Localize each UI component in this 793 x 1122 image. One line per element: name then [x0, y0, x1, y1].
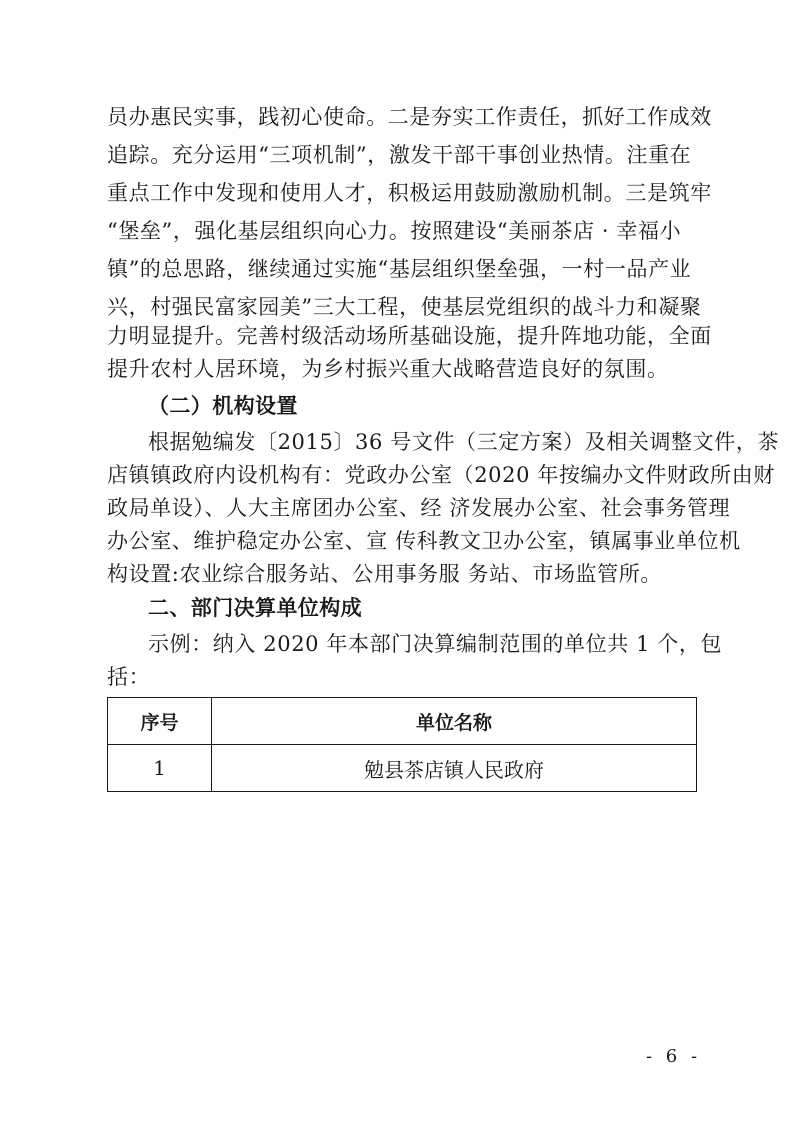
- body-text-line: 根据勉编发〔2015〕36 号文件（三定方案）及相关调整文件，茶: [148, 430, 780, 454]
- table-header-row: [108, 698, 697, 745]
- body-text-line: 提升农村人居环境，为乡村振兴重大战略营造良好的氛围。: [107, 357, 669, 381]
- table-header-cell: 单位名称: [212, 698, 697, 745]
- body-text-line: 括：: [107, 665, 151, 689]
- body-text-line: 镇”的总思路，继续通过实施“基层组织堡垒强，一村一品产业: [107, 257, 692, 281]
- table-header-cell: 序号: [108, 698, 212, 745]
- body-text-line: 示例：纳入 2020 年本部门决算编制范围的单位共 1 个，包: [148, 632, 723, 656]
- body-text-line: 追踪。充分运用“三项机制”，激发干部干事创业热情。注重在: [107, 143, 692, 167]
- unit-table: [107, 697, 697, 792]
- body-text-line: 重点工作中发现和使用人才，积极运用鼓励激励机制。三是筑牢: [107, 181, 712, 205]
- body-text-line: 办公室、维护稳定办公室、宣 传科教文卫办公室，镇属事业单位机: [107, 529, 741, 553]
- table-cell: 1: [108, 745, 212, 792]
- page-number: - 6 -: [646, 1046, 702, 1067]
- body-text-line: 兴，村强民富家园美”三大工程，使基层党组织的战斗力和凝聚: [107, 295, 702, 319]
- body-text-line: 构设置:农业综合服务站、公用事务服 务站、市场监管所。: [107, 562, 662, 586]
- table-row: [108, 745, 697, 792]
- body-text-line: “堡垒”，强化基层组织向心力。按照建设“美丽茶店 · 幸福小: [107, 219, 682, 243]
- body-text-line: 政局单设）、人大主席团办公室、经 济发展办公室、社会事务管理: [107, 496, 731, 520]
- section-heading: 二、部门决算单位构成: [148, 596, 362, 620]
- body-text-line: 店镇镇政府内设机构有：党政办公室（2020 年按编办文件财政所由财: [107, 463, 775, 487]
- section-heading: （二）机构设置: [148, 394, 298, 418]
- body-text-line: 力明显提升。完善村级活动场所基础设施，提升阵地功能，全面: [107, 324, 712, 348]
- table-cell: 勉县茶店镇人民政府: [212, 745, 697, 792]
- body-text-line: 员办惠民实事，践初心使命。二是夯实工作责任，抓好工作成效: [107, 105, 712, 129]
